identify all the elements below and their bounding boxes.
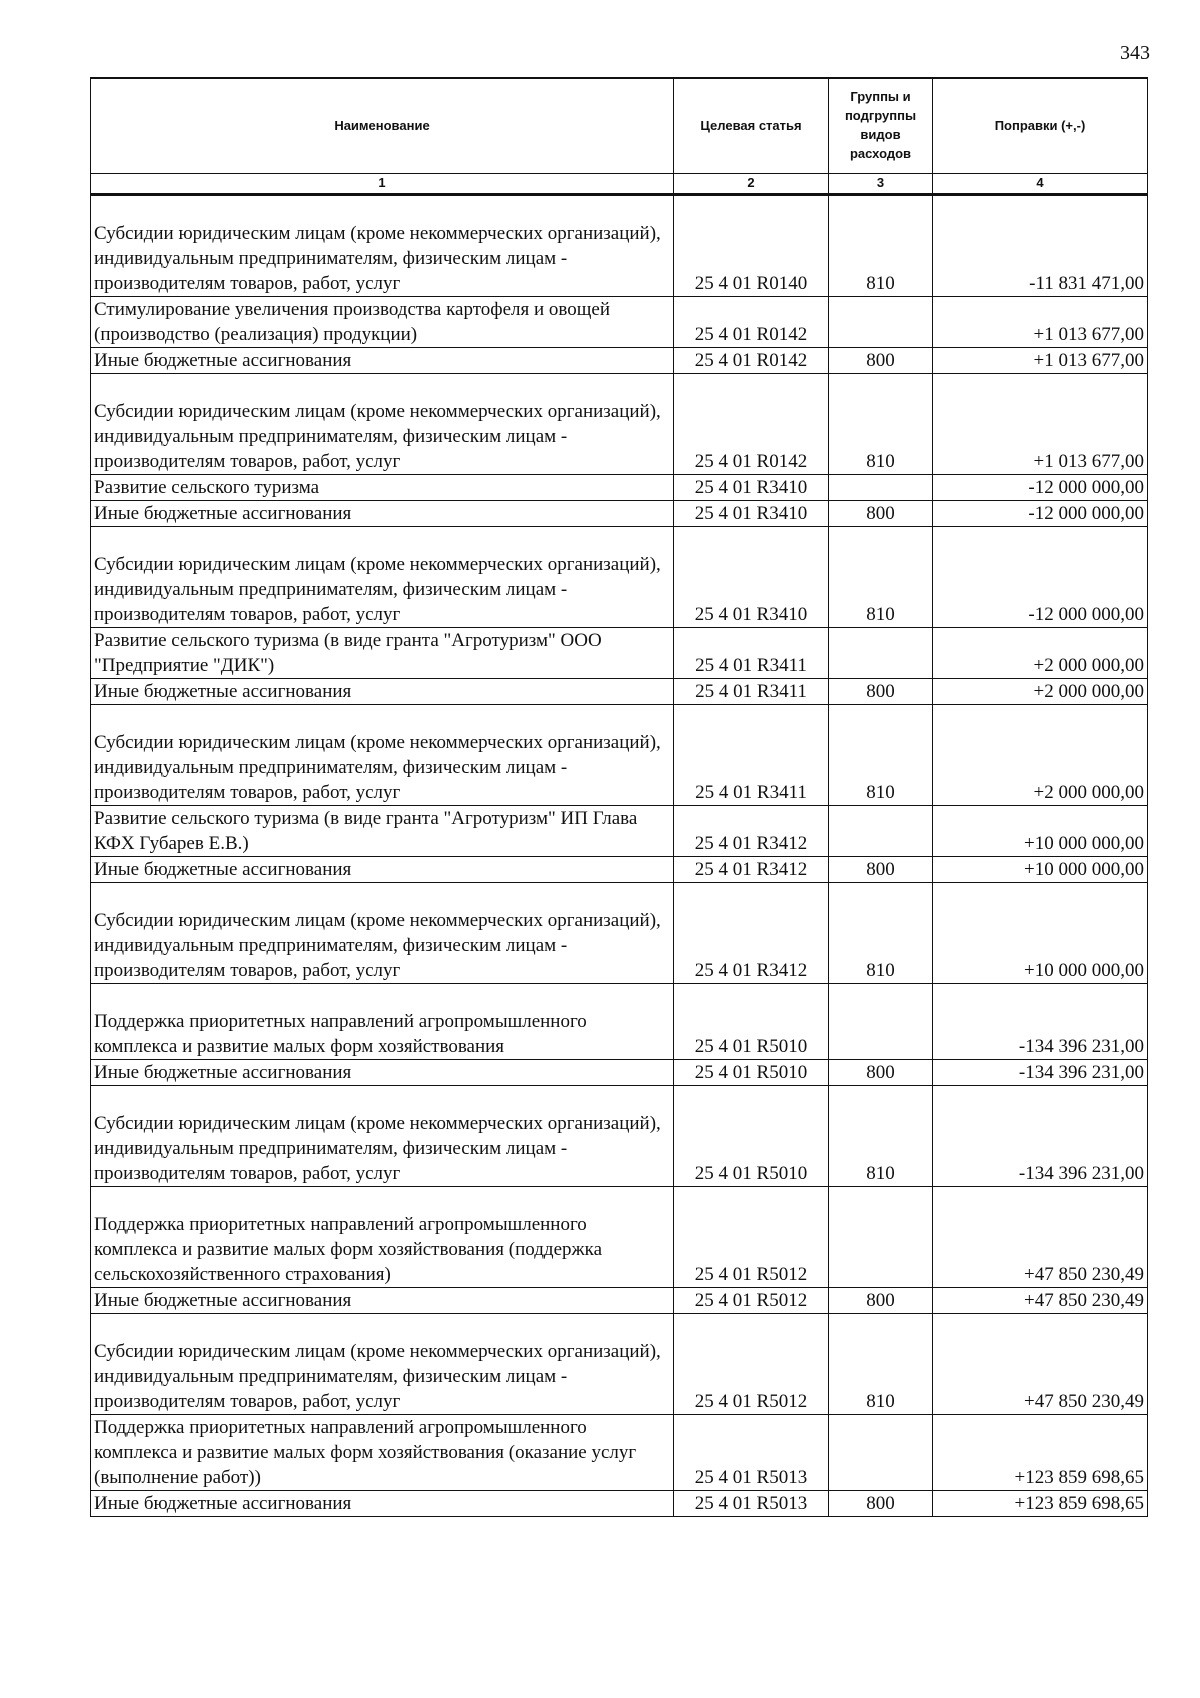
row-target-code: 25 4 01 R0142: [674, 296, 829, 347]
row-target-code: 25 4 01 R5010: [674, 983, 829, 1059]
row-amount: -134 396 231,00: [933, 1085, 1148, 1186]
row-amount: -12 000 000,00: [933, 474, 1148, 500]
row-expense-group: 800: [829, 1059, 933, 1085]
row-amount: +2 000 000,00: [933, 627, 1148, 678]
row-target-code: 25 4 01 R3411: [674, 627, 829, 678]
row-name: Стимулирование увеличения производства картофеля и овощей (производство (реализация) продукции): [91, 296, 674, 347]
row-expense-group: 810: [829, 195, 933, 296]
row-target-code: 25 4 01 R5012: [674, 1287, 829, 1313]
table-body: [91, 194, 1148, 1517]
row-expense-group: [829, 474, 933, 500]
row-target-code: 25 4 01 R3410: [674, 474, 829, 500]
table-row: [91, 373, 1148, 474]
row-name: Развитие сельского туризма (в виде гранта "Агротуризм" ООО "Предприятие "ДИК"): [91, 627, 674, 678]
row-amount: +10 000 000,00: [933, 856, 1148, 882]
row-expense-group: 810: [829, 882, 933, 983]
row-name: Субсидии юридическим лицам (кроме некоммерческих организаций), индивидуальным предпринимателям, физическим лицам - производителям товаров, работ, услуг: [91, 373, 674, 474]
row-target-code: 25 4 01 R5010: [674, 1085, 829, 1186]
row-amount: +10 000 000,00: [933, 805, 1148, 856]
row-name: Иные бюджетные ассигнования: [91, 500, 674, 526]
header-row: [91, 78, 1148, 174]
page-number: 343: [1120, 42, 1150, 64]
table-row: [91, 195, 1148, 296]
header-num-1: 1: [91, 174, 674, 194]
header-num-4: 4: [933, 174, 1148, 194]
row-expense-group: 800: [829, 1287, 933, 1313]
header-amendment: Поправки (+,-): [933, 78, 1148, 174]
row-amount: +2 000 000,00: [933, 704, 1148, 805]
row-target-code: 25 4 01 R0142: [674, 373, 829, 474]
table-row: [91, 1287, 1148, 1313]
row-name: Иные бюджетные ассигнования: [91, 1287, 674, 1313]
row-name: Субсидии юридическим лицам (кроме некоммерческих организаций), индивидуальным предпринимателям, физическим лицам - производителям товаров, работ, услуг: [91, 526, 674, 627]
header-name: Наименование: [91, 78, 674, 174]
table-header: [91, 78, 1148, 194]
row-amount: +123 859 698,65: [933, 1490, 1148, 1516]
row-target-code: 25 4 01 R3412: [674, 805, 829, 856]
header-num-2: 2: [674, 174, 829, 194]
row-amount: +47 850 230,49: [933, 1186, 1148, 1287]
row-target-code: 25 4 01 R3411: [674, 704, 829, 805]
row-expense-group: 800: [829, 500, 933, 526]
row-name: Субсидии юридическим лицам (кроме некоммерческих организаций), индивидуальным предпринимателям, физическим лицам - производителям товаров, работ, услуг: [91, 1313, 674, 1414]
table-row: [91, 1059, 1148, 1085]
row-target-code: 25 4 01 R3411: [674, 678, 829, 704]
row-expense-group: 810: [829, 704, 933, 805]
table-row: [91, 1490, 1148, 1516]
budget-table: [90, 77, 1148, 1517]
row-name: Поддержка приоритетных направлений агропромышленного комплекса и развитие малых форм хозяйствования: [91, 983, 674, 1059]
row-target-code: 25 4 01 R3410: [674, 500, 829, 526]
header-num-3: 3: [829, 174, 933, 194]
row-name: Развитие сельского туризма: [91, 474, 674, 500]
row-expense-group: [829, 1414, 933, 1490]
table-row: [91, 983, 1148, 1059]
row-amount: +2 000 000,00: [933, 678, 1148, 704]
row-expense-group: 800: [829, 1490, 933, 1516]
row-target-code: 25 4 01 R5013: [674, 1490, 829, 1516]
row-target-code: 25 4 01 R5013: [674, 1414, 829, 1490]
row-expense-group: 800: [829, 856, 933, 882]
table-row: [91, 1414, 1148, 1490]
table-row: [91, 474, 1148, 500]
row-name: Поддержка приоритетных направлений агропромышленного комплекса и развитие малых форм хозяйствования (оказание услуг (выполнение работ)): [91, 1414, 674, 1490]
row-expense-group: [829, 983, 933, 1059]
row-expense-group: 810: [829, 373, 933, 474]
header-number-row: [91, 174, 1148, 194]
row-name: Иные бюджетные ассигнования: [91, 1490, 674, 1516]
row-name: Поддержка приоритетных направлений агропромышленного комплекса и развитие малых форм хозяйствования (поддержка сельскохозяйственного страхования): [91, 1186, 674, 1287]
header-group: Группы и подгруппы видов расходов: [829, 78, 933, 174]
row-name: Субсидии юридическим лицам (кроме некоммерческих организаций), индивидуальным предпринимателям, физическим лицам - производителям товаров, работ, услуг: [91, 195, 674, 296]
row-expense-group: [829, 1186, 933, 1287]
row-name: Развитие сельского туризма (в виде гранта "Агротуризм" ИП Глава КФХ Губарев Е.В.): [91, 805, 674, 856]
row-target-code: 25 4 01 R5012: [674, 1186, 829, 1287]
row-amount: -134 396 231,00: [933, 983, 1148, 1059]
row-amount: +123 859 698,65: [933, 1414, 1148, 1490]
row-amount: +1 013 677,00: [933, 373, 1148, 474]
row-name: Субсидии юридическим лицам (кроме некоммерческих организаций), индивидуальным предпринимателям, физическим лицам - производителям товаров, работ, услуг: [91, 704, 674, 805]
row-target-code: 25 4 01 R5010: [674, 1059, 829, 1085]
row-expense-group: 810: [829, 1085, 933, 1186]
row-name: Субсидии юридическим лицам (кроме некоммерческих организаций), индивидуальным предпринимателям, физическим лицам - производителям товаров, работ, услуг: [91, 882, 674, 983]
table-row: [91, 296, 1148, 347]
row-expense-group: 810: [829, 1313, 933, 1414]
row-name: Иные бюджетные ассигнования: [91, 856, 674, 882]
table-row: [91, 526, 1148, 627]
row-amount: +1 013 677,00: [933, 296, 1148, 347]
row-amount: -11 831 471,00: [933, 195, 1148, 296]
row-expense-group: 800: [829, 347, 933, 373]
table-row: [91, 805, 1148, 856]
row-amount: -12 000 000,00: [933, 526, 1148, 627]
row-amount: -134 396 231,00: [933, 1059, 1148, 1085]
row-target-code: 25 4 01 R0142: [674, 347, 829, 373]
table-row: [91, 678, 1148, 704]
row-amount: +1 013 677,00: [933, 347, 1148, 373]
table-row: [91, 856, 1148, 882]
row-target-code: 25 4 01 R0140: [674, 195, 829, 296]
table-row: [91, 882, 1148, 983]
row-expense-group: 810: [829, 526, 933, 627]
row-amount: +47 850 230,49: [933, 1287, 1148, 1313]
row-amount: +10 000 000,00: [933, 882, 1148, 983]
table-row: [91, 627, 1148, 678]
row-expense-group: 800: [829, 678, 933, 704]
row-expense-group: [829, 627, 933, 678]
row-target-code: 25 4 01 R3410: [674, 526, 829, 627]
row-amount: -12 000 000,00: [933, 500, 1148, 526]
table-row: [91, 1313, 1148, 1414]
table-row: [91, 1186, 1148, 1287]
row-target-code: 25 4 01 R3412: [674, 856, 829, 882]
row-expense-group: [829, 296, 933, 347]
row-name: Иные бюджетные ассигнования: [91, 1059, 674, 1085]
row-expense-group: [829, 805, 933, 856]
row-name: Иные бюджетные ассигнования: [91, 347, 674, 373]
row-name: Иные бюджетные ассигнования: [91, 678, 674, 704]
table-row: [91, 1085, 1148, 1186]
row-target-code: 25 4 01 R3412: [674, 882, 829, 983]
table-row: [91, 500, 1148, 526]
table-row: [91, 704, 1148, 805]
table-row: [91, 347, 1148, 373]
header-target: Целевая статья: [674, 78, 829, 174]
row-name: Субсидии юридическим лицам (кроме некоммерческих организаций), индивидуальным предпринимателям, физическим лицам - производителям товаров, работ, услуг: [91, 1085, 674, 1186]
row-amount: +47 850 230,49: [933, 1313, 1148, 1414]
row-target-code: 25 4 01 R5012: [674, 1313, 829, 1414]
